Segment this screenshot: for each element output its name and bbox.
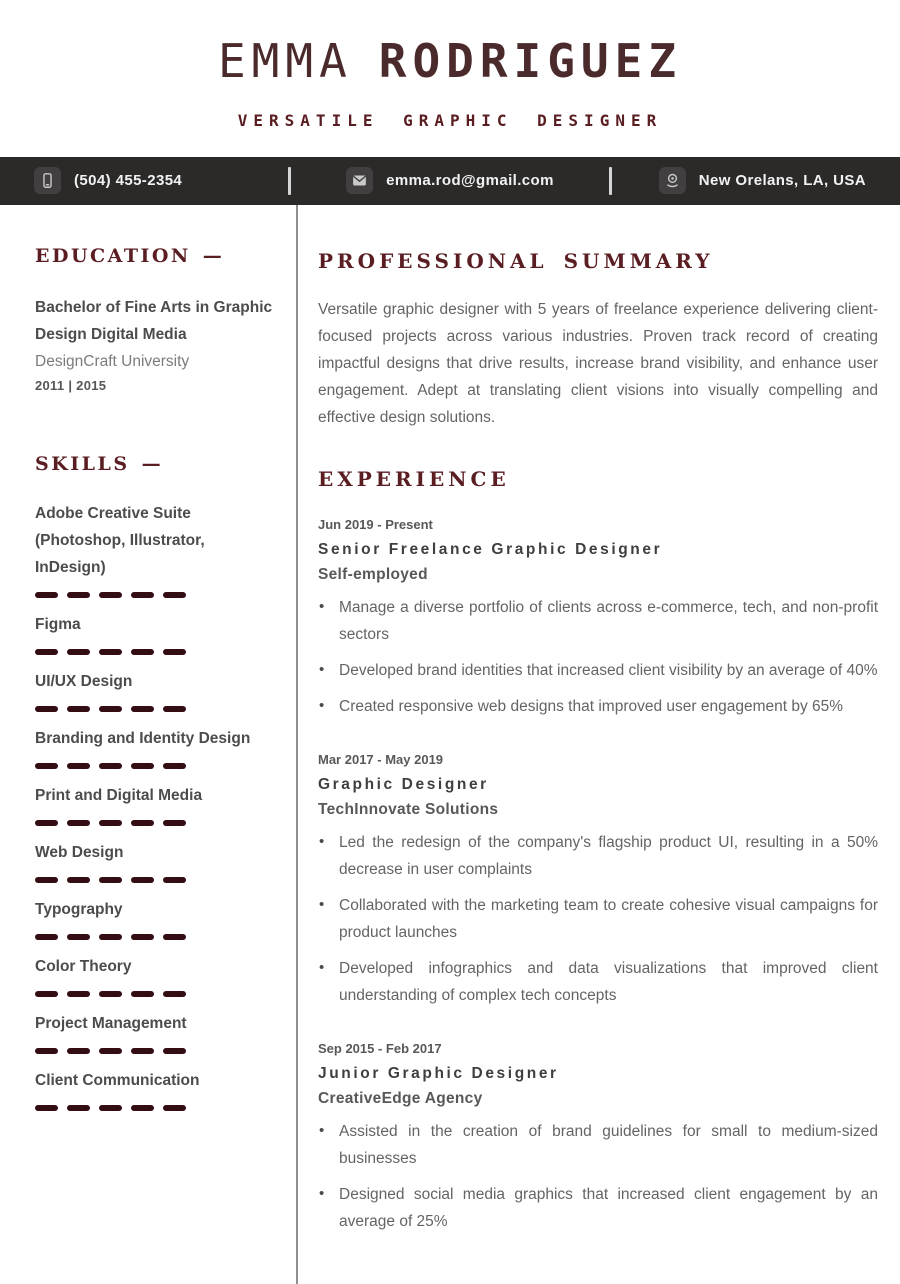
person-name bbox=[0, 36, 900, 87]
skill-item bbox=[35, 668, 276, 712]
contact-phone bbox=[34, 167, 288, 194]
skill-item bbox=[35, 1010, 276, 1054]
job-dates: Mar 2017 - May 2019 bbox=[318, 751, 444, 767]
main-column bbox=[298, 205, 900, 1284]
job-bullet bbox=[318, 829, 878, 883]
summary-title: PROFESSIONAL SUMMARY bbox=[318, 248, 714, 273]
job-title: Junior Graphic Designer bbox=[318, 1064, 559, 1082]
skill-item bbox=[35, 839, 276, 883]
phone-icon bbox=[34, 167, 61, 194]
experience-title: EXPERIENCE bbox=[318, 466, 510, 491]
job-entry bbox=[318, 515, 878, 720]
job-bullets bbox=[318, 829, 878, 1009]
summary-section bbox=[318, 249, 878, 431]
skill-level-dashes bbox=[35, 820, 276, 826]
job-bullet bbox=[318, 1181, 878, 1235]
summary-text: Versatile graphic designer with 5 years of freelance experience delivering client-focused projects across various industries. Proven track record of creating impactful designs that drive results, increase brand visibility, and enhance user engagement. Adept at translating client visions into visually compelling and effective design solutions. bbox=[318, 300, 878, 426]
title-dash: — bbox=[141, 452, 161, 475]
job-bullet bbox=[318, 1118, 878, 1172]
job-dates: Sep 2015 - Feb 2017 bbox=[318, 1040, 442, 1056]
skill-name: Adobe Creative Suite (Photoshop, Illustrator, InDesign) bbox=[35, 504, 205, 576]
skills-title-text: SKILLS bbox=[35, 452, 130, 475]
skill-level-dashes bbox=[35, 649, 276, 655]
job-bullet bbox=[318, 693, 878, 720]
education-years: 2011 | 2015 bbox=[35, 377, 107, 393]
email-address: emma.rod@gmail.com bbox=[386, 172, 554, 190]
skill-level-dashes bbox=[35, 763, 276, 769]
education-section bbox=[35, 245, 276, 397]
job-bullet bbox=[318, 594, 878, 648]
skill-name: Print and Digital Media bbox=[35, 786, 203, 804]
skill-name: Typography bbox=[35, 900, 123, 918]
job-bullet-text: Developed brand identities that increased client visibility by an average of 40% bbox=[339, 661, 878, 679]
job-bullet bbox=[318, 892, 878, 946]
sidebar bbox=[0, 205, 298, 1284]
skill-name: Color Theory bbox=[35, 957, 132, 975]
job-bullets bbox=[318, 594, 878, 720]
job-bullet-text: Designed social media graphics that increased client engagement by an average of 25% bbox=[339, 1185, 878, 1230]
skill-item bbox=[35, 896, 276, 940]
contact-email bbox=[291, 167, 609, 194]
title-dash: — bbox=[202, 244, 222, 267]
skill-item bbox=[35, 953, 276, 997]
phone-number: (504) 455-2354 bbox=[74, 172, 183, 190]
contact-bar bbox=[0, 157, 900, 205]
job-bullet-text: Led the redesign of the company's flagship product UI, resulting in a 50% decrease in user complaints bbox=[339, 833, 878, 878]
job-bullet bbox=[318, 955, 878, 1009]
experience-section bbox=[318, 467, 878, 1235]
job-bullet bbox=[318, 657, 878, 684]
job-title: Graphic Designer bbox=[318, 775, 489, 793]
job-bullet-text: Developed infographics and data visualizations that improved client understanding of complex tech concepts bbox=[339, 959, 878, 1004]
skill-item bbox=[35, 500, 276, 598]
location-icon bbox=[659, 167, 686, 194]
job-bullet-text: Created responsive web designs that improved user engagement by 65% bbox=[339, 697, 844, 715]
education-degree: Bachelor of Fine Arts in Graphic Design Digital Media bbox=[35, 298, 273, 343]
skills-title bbox=[35, 453, 276, 475]
job-title: Senior Freelance Graphic Designer bbox=[318, 540, 663, 558]
skill-name: Figma bbox=[35, 615, 81, 633]
skill-level-dashes bbox=[35, 991, 276, 997]
skill-item bbox=[35, 782, 276, 826]
skills-list bbox=[35, 500, 276, 1111]
job-bullets bbox=[318, 1118, 878, 1235]
job-bullet-text: Assisted in the creation of brand guidelines for small to medium-sized businesses bbox=[339, 1122, 878, 1167]
skill-name: Branding and Identity Design bbox=[35, 729, 251, 747]
job-entry bbox=[318, 750, 878, 1009]
mail-icon bbox=[346, 167, 373, 194]
last-name: RODRIGUEZ bbox=[378, 34, 683, 88]
education-title bbox=[35, 245, 276, 267]
job-company: Self-employed bbox=[318, 565, 428, 583]
skill-name: Project Management bbox=[35, 1014, 187, 1032]
skill-level-dashes bbox=[35, 1105, 276, 1111]
job-bullet-text: Collaborated with the marketing team to create cohesive visual campaigns for product launches bbox=[339, 896, 878, 941]
job-tagline: VERSATILE GRAPHIC DESIGNER bbox=[237, 110, 663, 130]
first-name: EMMA bbox=[217, 34, 353, 88]
skill-level-dashes bbox=[35, 877, 276, 883]
skill-level-dashes bbox=[35, 592, 276, 598]
skill-name: Web Design bbox=[35, 843, 124, 861]
contact-location bbox=[612, 167, 866, 194]
education-school: DesignCraft University bbox=[35, 352, 190, 370]
education-title-text: EDUCATION bbox=[35, 244, 191, 267]
skill-item bbox=[35, 725, 276, 769]
skill-name: Client Communication bbox=[35, 1071, 200, 1089]
resume-header bbox=[0, 0, 900, 130]
skill-item bbox=[35, 1067, 276, 1111]
skill-level-dashes bbox=[35, 706, 276, 712]
job-entry bbox=[318, 1039, 878, 1235]
skill-level-dashes bbox=[35, 934, 276, 940]
skill-name: UI/UX Design bbox=[35, 672, 133, 690]
job-dates: Jun 2019 - Present bbox=[318, 516, 433, 532]
skill-item bbox=[35, 611, 276, 655]
job-company: CreativeEdge Agency bbox=[318, 1089, 483, 1107]
job-bullet-text: Manage a diverse portfolio of clients across e-commerce, tech, and non-profit sectors bbox=[339, 598, 878, 643]
skills-section bbox=[35, 453, 276, 1111]
resume-body bbox=[0, 205, 900, 1284]
skill-level-dashes bbox=[35, 1048, 276, 1054]
location-text: New Orelans, LA, USA bbox=[698, 172, 866, 190]
job-company: TechInnovate Solutions bbox=[318, 800, 499, 818]
